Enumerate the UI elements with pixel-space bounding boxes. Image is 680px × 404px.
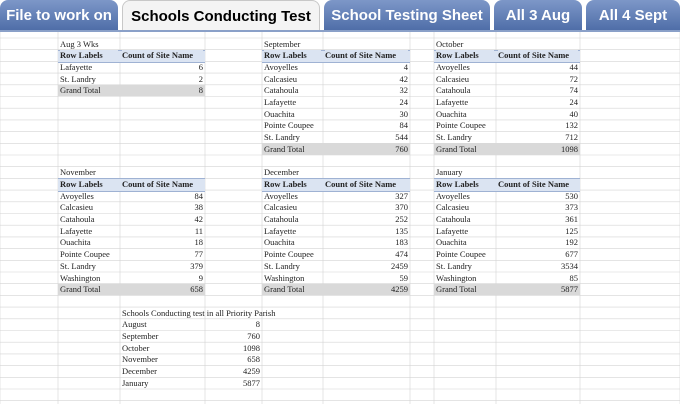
pivot-row-value[interactable]: 125 (565, 225, 578, 236)
summary-value[interactable]: 5877 (243, 377, 260, 388)
pivot-row-value[interactable]: 42 (399, 73, 408, 84)
tab-file-to-work-on[interactable]: File to work on (0, 0, 118, 30)
pivot-header-count[interactable]: Count of Site Name (498, 179, 578, 190)
pivot-row-label[interactable]: Catahoula (264, 85, 299, 96)
pivot-grand-total-value[interactable]: 760 (325, 144, 408, 155)
pivot-row-value[interactable]: 44 (569, 61, 578, 72)
pivot-grand-total-label[interactable]: Grand Total (264, 284, 321, 295)
summary-month[interactable]: September (122, 331, 159, 341)
pivot-header-row-labels[interactable]: Row Labels (60, 50, 118, 61)
summary-month[interactable]: October (122, 342, 150, 353)
pivot-row-label[interactable]: Washington (436, 272, 477, 283)
pivot-row-label[interactable]: St. Landry (436, 132, 472, 143)
pivot-row-label[interactable]: St. Landry (60, 73, 96, 84)
summary-month[interactable]: January (122, 377, 149, 388)
pivot-row-label[interactable]: Lafayette (60, 225, 93, 236)
pivot-header-row-labels[interactable]: Row Labels (436, 50, 494, 61)
pivot-header-row-labels[interactable]: Row Labels (264, 50, 321, 61)
pivot-row-value[interactable]: 11 (194, 225, 203, 236)
pivot-grand-total-label[interactable]: Grand Total (60, 85, 118, 96)
pivot-row-value[interactable]: 59 (399, 272, 408, 283)
pivot-row-value[interactable]: 6 (198, 61, 203, 72)
pivot-row-label[interactable]: Catahoula (264, 214, 299, 224)
pivot-row-value[interactable]: 30 (399, 108, 408, 119)
summary-value[interactable]: 1098 (243, 342, 260, 353)
pivot-row-label[interactable]: Pointe Coupee (436, 249, 486, 260)
pivot-row-value[interactable]: 18 (194, 237, 203, 248)
pivot-row-value[interactable]: 24 (569, 97, 578, 107)
pivot-row-value[interactable]: 3534 (561, 260, 578, 271)
pivot-row-label[interactable]: Pointe Coupee (264, 120, 314, 131)
pivot-title[interactable]: December (264, 167, 299, 178)
pivot-header-row-labels[interactable]: Row Labels (436, 179, 494, 190)
pivot-title[interactable]: October (436, 38, 464, 49)
pivot-row-value[interactable]: 327 (395, 190, 408, 201)
pivot-row-label[interactable]: Ouachita (264, 108, 295, 119)
pivot-row-label[interactable]: Calcasieu (264, 73, 298, 84)
pivot-row-label[interactable]: Ouachita (264, 237, 295, 248)
pivot-row-value[interactable]: 9 (198, 272, 203, 283)
tab-school-testing-sheet[interactable]: School Testing Sheet (324, 0, 490, 30)
pivot-grand-total-label[interactable]: Grand Total (264, 144, 321, 155)
pivot-row-label[interactable]: Pointe Coupee (60, 249, 110, 260)
pivot-row-value[interactable]: 2459 (391, 260, 408, 271)
pivot-row-label[interactable]: Avoyelles (264, 190, 298, 201)
pivot-row-label[interactable]: Washington (60, 272, 101, 283)
pivot-row-label[interactable]: Calcasieu (436, 73, 470, 84)
pivot-row-value[interactable]: 40 (569, 108, 578, 119)
summary-month[interactable]: November (122, 354, 158, 365)
pivot-row-value[interactable]: 42 (194, 214, 203, 224)
pivot-row-label[interactable]: St. Landry (60, 260, 96, 271)
pivot-row-label[interactable]: Catahoula (60, 214, 95, 224)
tab-all-4-sept[interactable]: All 4 Sept (586, 0, 680, 30)
pivot-row-value[interactable]: 712 (565, 132, 578, 143)
pivot-row-label[interactable]: Lafayette (264, 97, 297, 107)
pivot-row-label[interactable]: Pointe Coupee (436, 120, 486, 131)
pivot-header-count[interactable]: Count of Site Name (325, 50, 408, 61)
pivot-grand-total-value[interactable]: 5877 (498, 284, 578, 295)
pivot-row-label[interactable]: St. Landry (264, 132, 300, 143)
pivot-grand-total-value[interactable]: 1098 (498, 144, 578, 155)
pivot-row-label[interactable]: Lafayette (264, 225, 297, 236)
summary-value[interactable]: 8 (255, 319, 260, 330)
pivot-row-label[interactable]: Avoyelles (436, 61, 470, 72)
sheet-tab-bar (0, 0, 680, 32)
pivot-title[interactable]: September (264, 38, 301, 49)
pivot-row-label[interactable]: Avoyelles (264, 61, 298, 72)
pivot-header-row-labels[interactable]: Row Labels (60, 179, 118, 190)
pivot-row-label[interactable]: Lafayette (436, 97, 469, 107)
pivot-row-label[interactable]: Calcasieu (60, 202, 94, 213)
pivot-row-label[interactable]: Lafayette (60, 61, 93, 72)
pivot-row-value[interactable]: 72 (569, 73, 578, 84)
pivot-row-value[interactable]: 370 (395, 202, 408, 213)
pivot-row-value[interactable]: 84 (399, 120, 408, 131)
pivot-row-value[interactable]: 24 (399, 97, 408, 107)
pivot-row-label[interactable]: St. Landry (436, 260, 472, 271)
pivot-row-label[interactable]: Catahoula (436, 214, 471, 224)
tab-schools-conducting-test[interactable]: Schools Conducting Test (122, 0, 320, 32)
pivot-row-value[interactable]: 183 (395, 237, 408, 248)
pivot-row-label[interactable]: Lafayette (436, 225, 469, 236)
pivot-row-label[interactable]: St. Landry (264, 260, 300, 271)
pivot-row-label[interactable]: Pointe Coupee (264, 249, 314, 260)
pivot-row-value[interactable]: 361 (565, 214, 578, 224)
pivot-row-value[interactable]: 677 (565, 249, 578, 260)
pivot-row-value[interactable]: 474 (395, 249, 408, 260)
pivot-row-value[interactable]: 32 (399, 85, 408, 96)
pivot-row-label[interactable]: Calcasieu (264, 202, 298, 213)
pivot-row-label[interactable]: Calcasieu (436, 202, 470, 213)
pivot-row-label[interactable]: Ouachita (60, 237, 91, 248)
pivot-row-value[interactable]: 84 (194, 190, 203, 201)
pivot-grand-total-label[interactable]: Grand Total (436, 144, 494, 155)
summary-title[interactable]: Schools Conducting test in all Priority Parish (122, 307, 276, 318)
pivot-row-label[interactable]: Avoyelles (436, 190, 470, 201)
pivot-header-row-labels[interactable]: Row Labels (264, 179, 321, 190)
pivot-grand-total-label[interactable]: Grand Total (436, 284, 494, 295)
pivot-title[interactable]: November (60, 167, 96, 178)
pivot-grand-total-label[interactable]: Grand Total (60, 284, 118, 295)
pivot-row-label[interactable]: Catahoula (436, 85, 471, 96)
pivot-row-value[interactable]: 2 (198, 73, 203, 84)
pivot-header-count[interactable]: Count of Site Name (122, 50, 203, 61)
pivot-grand-total-value[interactable]: 4259 (325, 284, 408, 295)
pivot-row-value[interactable]: 373 (565, 202, 578, 213)
pivot-row-value[interactable]: 379 (190, 260, 203, 271)
pivot-header-count[interactable]: Count of Site Name (122, 179, 203, 190)
pivot-row-value[interactable]: 38 (194, 202, 203, 213)
pivot-header-count[interactable]: Count of Site Name (498, 50, 578, 61)
pivot-row-label[interactable]: Avoyelles (60, 190, 94, 201)
pivot-header-count[interactable]: Count of Site Name (325, 179, 408, 190)
pivot-row-value[interactable]: 192 (565, 237, 578, 248)
pivot-grand-total-value[interactable]: 658 (122, 284, 203, 295)
pivot-row-value[interactable]: 77 (194, 249, 203, 260)
summary-value[interactable]: 4259 (243, 366, 260, 377)
pivot-row-value[interactable]: 544 (395, 132, 408, 143)
pivot-row-value[interactable]: 135 (395, 225, 408, 236)
summary-month[interactable]: December (122, 366, 157, 377)
pivot-row-label[interactable]: Ouachita (436, 237, 467, 248)
summary-value[interactable]: 658 (247, 354, 260, 365)
pivot-title[interactable]: January (436, 167, 463, 178)
pivot-row-value[interactable]: 530 (565, 190, 578, 201)
summary-value[interactable]: 760 (247, 331, 260, 341)
pivot-row-value[interactable]: 132 (565, 120, 578, 131)
summary-month[interactable]: August (122, 319, 147, 330)
spreadsheet-area[interactable] (0, 32, 680, 404)
pivot-row-value[interactable]: 85 (569, 272, 578, 283)
pivot-grand-total-value[interactable]: 8 (122, 85, 203, 96)
pivot-row-label[interactable]: Washington (264, 272, 305, 283)
pivot-title[interactable]: Aug 3 Wks (60, 38, 99, 49)
pivot-row-value[interactable]: 4 (403, 61, 408, 72)
pivot-row-label[interactable]: Ouachita (436, 108, 467, 119)
pivot-row-value[interactable]: 252 (395, 214, 408, 224)
tab-all-3-aug[interactable]: All 3 Aug (494, 0, 582, 30)
pivot-row-value[interactable]: 74 (569, 85, 578, 96)
